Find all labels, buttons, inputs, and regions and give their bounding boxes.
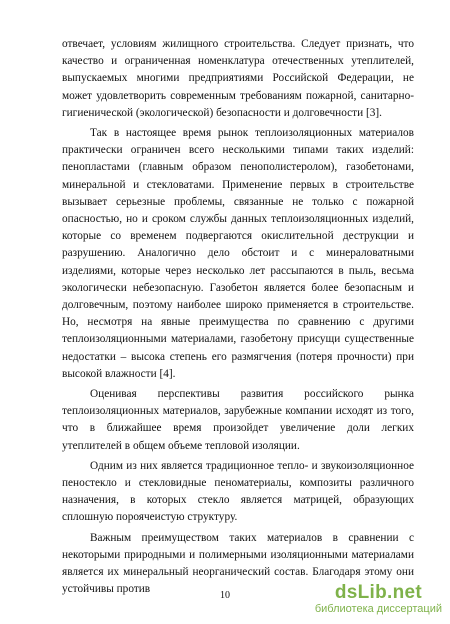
paragraph: отвечает, условиям жилищного строительства. Следует признать, что качество и ограниченная номенклатура отечественных утеплителей, выпускаемых многими предприятиями Российской Федерации, не может удовлетворить современным требованиям пожарной, санитарно-гигиенической (экологической) безопасности и долговечности [3]. bbox=[62, 38, 414, 119]
watermark-subtitle: библиотека диссертаций bbox=[314, 603, 442, 615]
paragraph: Одним из них является традиционное тепло- и звукоизоляционное пеностекло и стекловидные пеноматериалы, композиты различного назначения, в которых стекло является матрицей, образующих сплошную пороячеистую структуру. bbox=[62, 459, 414, 524]
body-text bbox=[62, 36, 414, 602]
paragraph: Так в настоящее время рынок теплоизоляционных материалов практически ограничен всего несколькими типами таких изделий: пенопластами (главным образом пенополистеролом), газобетонами, минеральной и стекловатами. Применение первых в строительстве вызывает серьезные проблемы, связанные не только с пожарной опасностью, но и сроком службы данных теплоизоляционных изделий, которые со временем подвергаются окислительной деструкции и разрушению. Аналогично дело обстоит и с минераловатными изделиями, которые через несколько лет рассыпаются в пыль, весьма экологически небезопасную. Газобетон является более безопасным и долговечным, поэтому наиболее широко применяется в строительстве. Но, несмотря на явные преимущества по сравнению с другими теплоизоляционными материалами, газобетону присущи существенные недостатки – высока степень его размягчения (потеря прочности) при высокой влажности [4]. bbox=[62, 127, 414, 380]
paragraph: Важным преимуществом таких материалов в сравнении с некоторыми природными и полимерными изоляционными материалами является их минеральный неорганический состав. Благодаря этому они устойчивы против bbox=[62, 531, 414, 596]
paragraph: Оценивая перспективы развития российского рынка теплоизоляционных материалов, зарубежные компании исходят из того, что в ближайшее время произойдет увеличение доли легких утеплителей в общем объеме тепловой изоляции. bbox=[62, 388, 414, 452]
watermark[interactable] bbox=[274, 582, 442, 616]
page-number: 10 bbox=[220, 590, 230, 601]
watermark-logo: dsLib.net bbox=[334, 582, 422, 603]
